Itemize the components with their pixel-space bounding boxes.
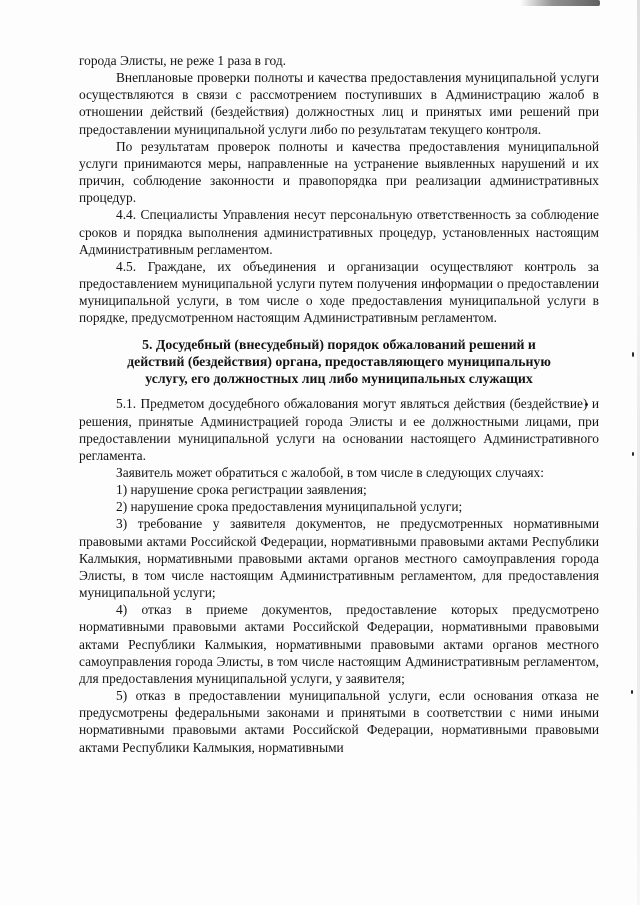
section-heading-line: услугу, его должностных лиц либо муниципальных служащих (145, 371, 533, 387)
paragraph: По результатам проверок полноты и качества предоставления муниципальной услуги принимаются меры, направленные на устранение выявленных нарушений и их причин, соблюдение законности и правопорядка при реализации административных процедур. (79, 138, 599, 206)
list-item: 5) отказ в предоставлении муниципальной услуги, если основания отказа не предусмотрены федеральными законами и принятыми в соответствии с ними иными нормативными правовыми актами Российской Федерации, нормативными правовыми актами Республики Калмыкия, нормативными (79, 688, 599, 755)
list-item: 2) нарушение срока предоставления муниципальной услуги; (116, 499, 463, 515)
scan-artifact-top (520, 0, 600, 6)
list-item: 4) отказ в приеме документов, предоставление которых предусмотрено нормативными правовыми актами Российской Федерации, нормативными правовыми актами Республики Калмыкия, нормативными правовыми актами органов местного самоуправления города Элисты, в том числе настоящим Административным регламентом, для предоставления муниципальной услуги, у заявителя; (79, 602, 599, 686)
scan-speck (631, 690, 633, 694)
list-item: 1) нарушение срока регистрации заявления; (116, 482, 367, 498)
list-item: 3) требование у заявителя документов, не предусмотренных нормативными правовыми актами Российской Федерации, нормативными правовыми актами Республики Калмыкия, нормативными правовыми актами органов местного самоуправления города Элисты, в том числе настоящим Административным регламентом, для предоставления муниципальной услуги; (79, 516, 599, 601)
document-body (79, 52, 599, 756)
section-heading-line: действий (бездействия) органа, предоставляющего муниципальную (127, 353, 551, 369)
scan-speck (632, 352, 634, 357)
section-heading (79, 336, 599, 388)
paragraph: 4.5. Граждане, их объединения и организации осуществляют контроль за предоставлением муниципальной услуги путем получения информации о предоставлении муниципальной услуги, в том числе о ходе предоставления муниципальной услуги в порядке, предусмотренном настоящим Административным регламентом. (79, 258, 599, 326)
paragraph: 5.1. Предметом досудебного обжалования могут являться действия (бездействие) и решения, принятые Администрацией города Элисты и ее должностными лицами, при предоставлении муниципальной услуги на основании настоящего Административного регламента. (79, 396, 599, 463)
scan-speck (632, 452, 634, 456)
section-heading-line: 5. Досудебный (внесудебный) порядок обжалований решений и (142, 336, 536, 352)
paragraph: Заявитель может обратиться с жалобой, в том числе в следующих случаях: (116, 465, 544, 481)
paragraph: Внеплановые проверки полноты и качества предоставления муниципальной услуги осуществляются в связи с рассмотрением поступивших в Администрацию жалоб в отношении действий (бездействия) должностных лиц и принятых ими решений при предоставлении муниципальной услуги либо по результатам текущего контроля. (79, 70, 599, 137)
paragraph: 4.4. Специалисты Управления несут персональную ответственность за соблюдение сроков и порядка выполнения административных процедур, установленных настоящим Административным регламентом. (79, 207, 599, 257)
paragraph: города Элисты, не реже 1 раза в год. (79, 53, 286, 68)
